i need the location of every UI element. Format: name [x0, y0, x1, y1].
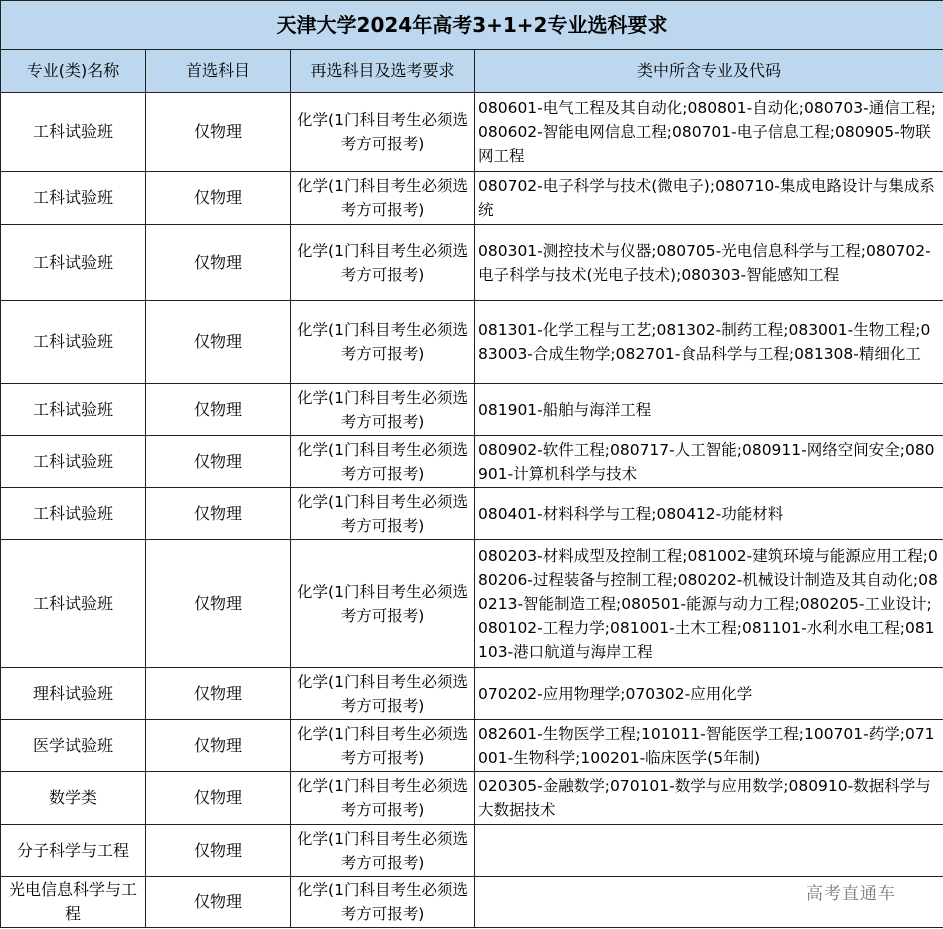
table-row — [1, 877, 943, 928]
included-majors-cell: 082601-生物医学工程;101011-智能医学工程;100701-药学;071001-生物科学;100201-临床医学(5年制) — [475, 720, 943, 772]
major-name-cell: 工科试验班 — [1, 301, 146, 384]
major-name-cell: 工科试验班 — [1, 225, 146, 301]
major-name-cell: 光电信息科学与工程 — [1, 877, 146, 928]
table-row — [1, 825, 943, 877]
first-subject-cell: 仅物理 — [146, 668, 291, 720]
second-subject-cell: 化学(1门科目考生必须选考方可报考) — [291, 93, 475, 172]
included-majors-cell: 080601-电气工程及其自动化;080801-自动化;080703-通信工程;080602-智能电网信息工程;080701-电子信息工程;080905-物联网工程 — [475, 93, 943, 172]
major-name-cell: 理科试验班 — [1, 668, 146, 720]
second-subject-cell: 化学(1门科目考生必须选考方可报考) — [291, 225, 475, 301]
included-majors-cell: 080401-材料科学与工程;080412-功能材料 — [475, 488, 943, 540]
major-name-cell: 工科试验班 — [1, 93, 146, 172]
second-subject-cell: 化学(1门科目考生必须选考方可报考) — [291, 825, 475, 877]
major-name-cell: 医学试验班 — [1, 720, 146, 772]
second-subject-cell: 化学(1门科目考生必须选考方可报考) — [291, 488, 475, 540]
second-subject-cell: 化学(1门科目考生必须选考方可报考) — [291, 172, 475, 225]
included-majors-cell: 080203-材料成型及控制工程;081002-建筑环境与能源应用工程;080206-过程装备与控制工程;080202-机械设计制造及其自动化;080213-智能制造工程;080501-能源与动力工程;080205-工业设计;080102-工程力学;081001-土木工程;081101-水利水电工程;081103-港口航道与海岸工程 — [475, 540, 943, 668]
major-name-cell: 工科试验班 — [1, 436, 146, 488]
first-subject-cell: 仅物理 — [146, 93, 291, 172]
watermark: 高考直通车 — [806, 884, 896, 904]
column-header-row — [1, 50, 943, 93]
table-row — [1, 540, 943, 668]
second-subject-cell: 化学(1门科目考生必须选考方可报考) — [291, 720, 475, 772]
table-title: 天津大学2024年高考3+1+2专业选科要求 — [1, 1, 943, 50]
table-row — [1, 772, 943, 825]
table-row — [1, 436, 943, 488]
included-majors-cell: 080301-测控技术与仪器;080705-光电信息科学与工程;080702-电子科学与技术(光电子技术);080303-智能感知工程 — [475, 225, 943, 301]
major-name-cell: 工科试验班 — [1, 488, 146, 540]
second-subject-cell: 化学(1门科目考生必须选考方可报考) — [291, 301, 475, 384]
table-row — [1, 93, 943, 172]
first-subject-cell: 仅物理 — [146, 301, 291, 384]
first-subject-cell: 仅物理 — [146, 225, 291, 301]
second-subject-cell: 化学(1门科目考生必须选考方可报考) — [291, 877, 475, 928]
major-name-cell: 数学类 — [1, 772, 146, 825]
first-subject-cell: 仅物理 — [146, 540, 291, 668]
table-row — [1, 720, 943, 772]
second-subject-cell: 化学(1门科目考生必须选考方可报考) — [291, 668, 475, 720]
table-row — [1, 668, 943, 720]
second-subject-cell: 化学(1门科目考生必须选考方可报考) — [291, 384, 475, 436]
first-subject-cell: 仅物理 — [146, 384, 291, 436]
major-name-cell: 工科试验班 — [1, 540, 146, 668]
first-subject-cell: 仅物理 — [146, 877, 291, 928]
first-subject-cell: 仅物理 — [146, 488, 291, 540]
second-subject-cell: 化学(1门科目考生必须选考方可报考) — [291, 436, 475, 488]
major-name-cell: 分子科学与工程 — [1, 825, 146, 877]
header-included-majors: 类中所含专业及代码 — [475, 50, 943, 93]
included-majors-cell: 080902-软件工程;080717-人工智能;080911-网络空间安全;080901-计算机科学与技术 — [475, 436, 943, 488]
table-row — [1, 301, 943, 384]
table-title-row — [1, 1, 943, 50]
second-subject-cell: 化学(1门科目考生必须选考方可报考) — [291, 540, 475, 668]
included-majors-cell: 070202-应用物理学;070302-应用化学 — [475, 668, 943, 720]
table-row — [1, 225, 943, 301]
table-row — [1, 172, 943, 225]
included-majors-cell — [475, 825, 943, 877]
included-majors-cell: 081901-船舶与海洋工程 — [475, 384, 943, 436]
first-subject-cell: 仅物理 — [146, 772, 291, 825]
header-major-name: 专业(类)名称 — [1, 50, 146, 93]
major-name-cell: 工科试验班 — [1, 384, 146, 436]
included-majors-cell: 020305-金融数学;070101-数学与应用数学;080910-数据科学与大数据技术 — [475, 772, 943, 825]
first-subject-cell: 仅物理 — [146, 720, 291, 772]
table-row — [1, 384, 943, 436]
first-subject-cell: 仅物理 — [146, 825, 291, 877]
first-subject-cell: 仅物理 — [146, 436, 291, 488]
first-subject-cell: 仅物理 — [146, 172, 291, 225]
header-first-subject: 首选科目 — [146, 50, 291, 93]
included-majors-cell: 080702-电子科学与技术(微电子);080710-集成电路设计与集成系统 — [475, 172, 943, 225]
table-row — [1, 488, 943, 540]
header-second-subject: 再选科目及选考要求 — [291, 50, 475, 93]
major-name-cell: 工科试验班 — [1, 172, 146, 225]
included-majors-cell: 081301-化学工程与工艺;081302-制药工程;083001-生物工程;083003-合成生物学;082701-食品科学与工程;081308-精细化工 — [475, 301, 943, 384]
second-subject-cell: 化学(1门科目考生必须选考方可报考) — [291, 772, 475, 825]
